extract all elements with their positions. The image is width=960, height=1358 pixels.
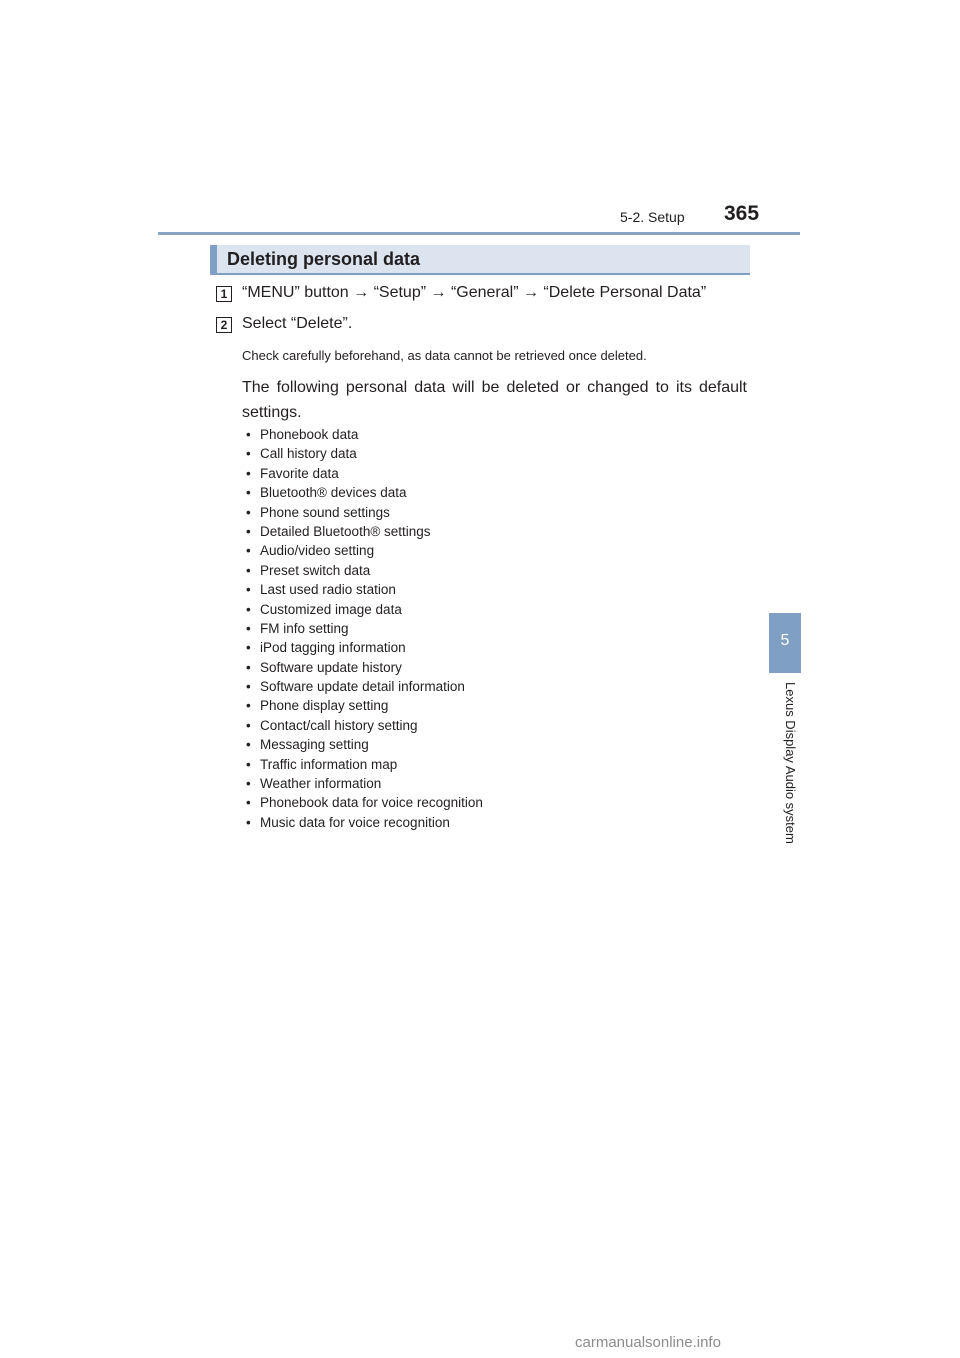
bullet-icon: • [246,543,251,559]
list-item [246,638,483,657]
bullet-icon: • [246,698,251,714]
watermark-text: carmanualsonline.info [575,1334,721,1351]
chapter-title: Lexus Display Audio system [783,682,798,844]
page-header [0,0,960,240]
list-item [246,580,483,599]
list-item [246,716,483,735]
list-item-text: Call history data [260,446,357,462]
bullet-icon: • [246,737,251,753]
bullet-icon: • [246,601,251,617]
section-title-box [210,245,750,275]
step-text-1: “MENU” button → “Setup” → “General” → “Delete Personal Data” [242,284,707,301]
personal-data-list [246,425,483,832]
bullet-icon: • [246,523,251,539]
list-item-text: Audio/video setting [260,543,375,559]
list-item [246,774,483,793]
bullet-icon: • [246,640,251,656]
warning-note: Check carefully beforehand, as data cannot be retrieved once deleted. [242,348,647,363]
page-number: 365 [724,202,760,225]
list-item [246,619,483,638]
list-item [246,522,483,541]
list-item [246,483,483,502]
section-title: Deleting personal data [227,249,421,269]
list-item-text: Customized image data [260,601,402,617]
list-item-text: Messaging setting [260,737,369,753]
bullet-icon: • [246,582,251,598]
list-item [246,541,483,560]
list-item-text: Weather information [260,776,382,792]
bullet-icon: • [246,504,251,520]
bullet-icon: • [246,795,251,811]
list-item [246,658,483,677]
list-item [246,813,483,832]
bullet-icon: • [246,659,251,675]
bullet-icon: • [246,446,251,462]
step-number-2: 2 [216,317,232,333]
list-item [246,755,483,774]
list-item [246,600,483,619]
bullet-icon: • [246,756,251,772]
bullet-icon: • [246,620,251,636]
list-item-text: Music data for voice recognition [260,814,450,830]
list-item [246,735,483,754]
list-item-text: Phone display setting [260,698,389,714]
bullet-icon: • [246,427,251,442]
list-item-text: Phone sound settings [260,504,390,520]
list-item [246,677,483,696]
bullet-icon: • [246,814,251,830]
list-item [246,425,483,444]
chapter-tab: 5 [769,613,801,673]
list-item-text: Software update detail information [260,679,465,695]
list-item [246,503,483,522]
bullet-icon: • [246,465,251,481]
list-item [246,464,483,483]
bullet-icon: • [246,717,251,733]
list-item [246,793,483,812]
header-rule [158,232,800,235]
list-item-text: FM info setting [260,620,349,636]
bullet-icon: • [246,679,251,695]
step-number-1: 1 [216,286,232,302]
step-text-2: Select “Delete”. [242,315,353,332]
list-item-text: Traffic information map [260,756,398,772]
list-item-text: Phonebook data for voice recognition [260,795,483,811]
bullet-icon: • [246,562,251,578]
list-item-text: Last used radio station [260,582,396,598]
intro-paragraph: The following personal data will be deleted or changed to its default settings. [242,379,747,421]
list-item-text: Bluetooth® devices data [260,485,407,501]
list-item-text: Preset switch data [260,562,371,578]
bullet-icon: • [246,776,251,792]
list-item-text: iPod tagging information [260,640,406,656]
list-item [246,561,483,580]
list-item-text: Software update history [260,659,402,675]
list-item-text: Detailed Bluetooth® settings [260,523,431,539]
list-item [246,444,483,463]
list-item-text: Phonebook data [260,427,359,442]
list-item-text: Favorite data [260,465,339,481]
section-label: 5-2. Setup [620,209,685,225]
list-item [246,696,483,715]
list-item-text: Contact/call history setting [260,717,418,733]
bullet-icon: • [246,485,251,501]
